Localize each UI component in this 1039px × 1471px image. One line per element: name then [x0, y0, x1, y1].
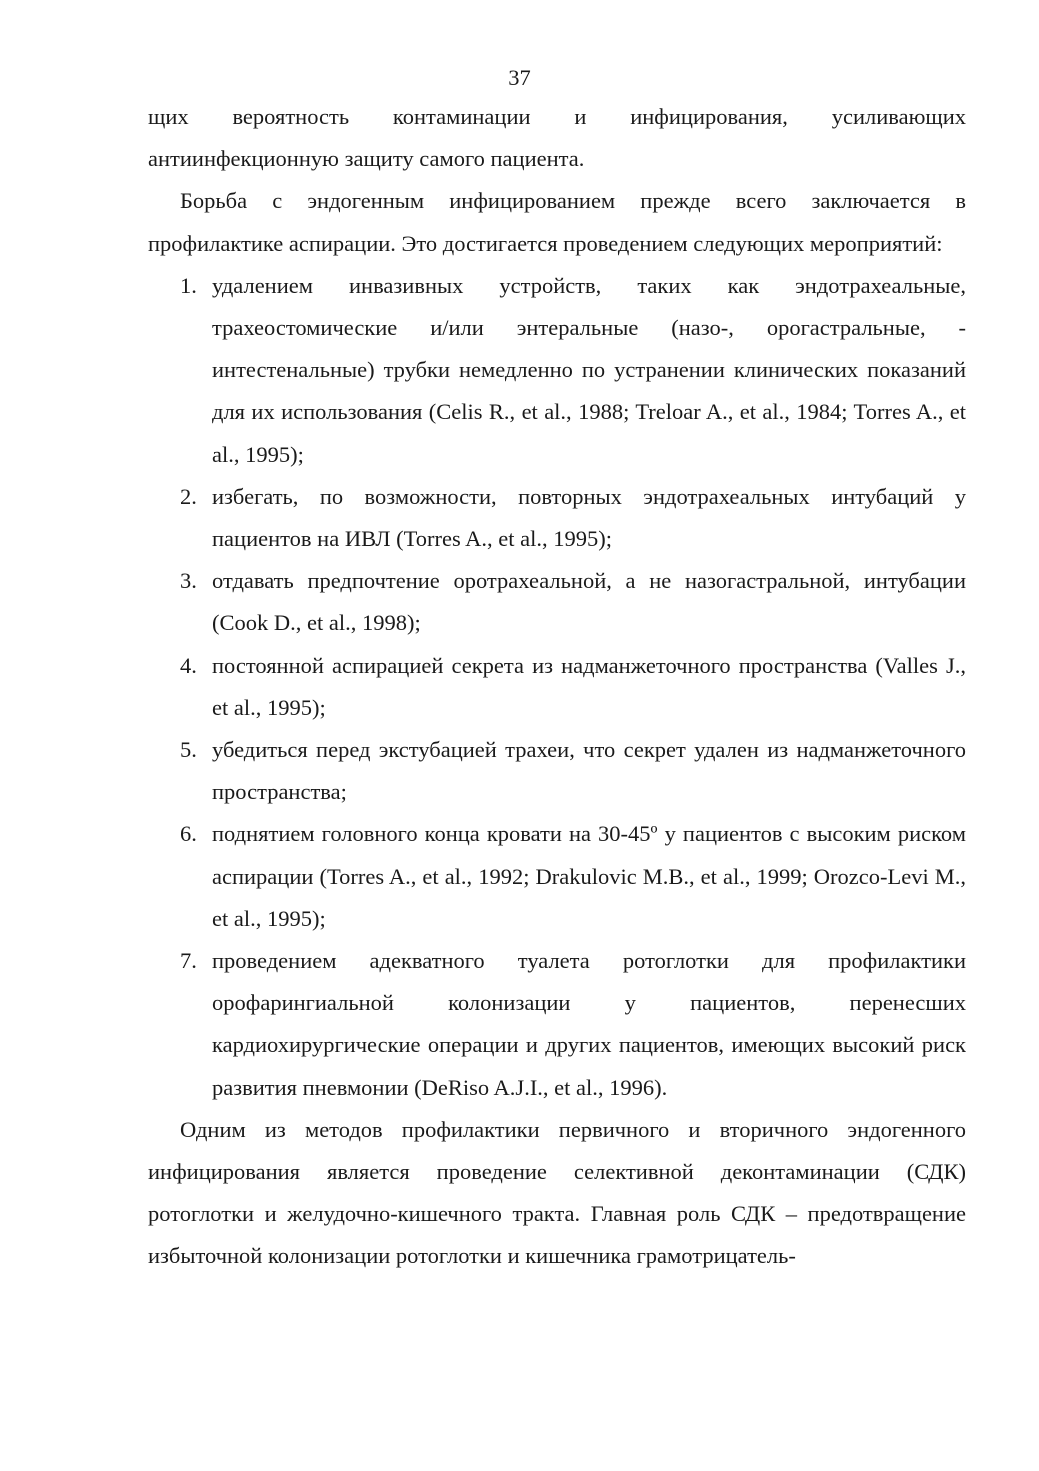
- list-item-number: 7.: [180, 948, 197, 974]
- list-item: [148, 560, 966, 644]
- paragraph-continuation: щих вероятность контаминации и инфицирования, усиливающих антиинфекционную защиту самого пациента.: [148, 104, 966, 172]
- list-item-number: 6.: [180, 821, 197, 847]
- list-item: [148, 813, 966, 940]
- list-item-text: избегать, по возможности, повторных эндотрахеальных интубаций у пациентов на ИВЛ (Torres A., et al., 1995);: [212, 483, 966, 552]
- body-text: [148, 96, 966, 1278]
- measures-list: [148, 265, 966, 1109]
- list-item: [148, 940, 966, 1109]
- list-item: [148, 476, 966, 560]
- list-item: [148, 729, 966, 813]
- list-item-text: поднятием головного конца кровати на 30-45º у пациентов с высоким риском аспирации (Torres A., et al., 1992; Drakulovic M.B., et al., 1999; Orozco-Levi M., et al., 1995);: [212, 821, 966, 931]
- list-item-text: постоянной аспирацией секрета из надманжеточного пространства (Valles J., et al., 1995);: [212, 652, 966, 720]
- list-item: [148, 645, 966, 729]
- list-item-number: 2.: [180, 483, 197, 509]
- list-item: [148, 265, 966, 476]
- paragraph-sdk: Одним из методов профилактики первичного и вторичного эндогенного инфицирования является проведение селективной деконтаминации (СДК) ротоглотки и желудочно-кишечного тракта. Главная роль СДК – предотвращение избыточной колонизации ротоглотки и кишечника грамотрицатель-: [148, 1116, 966, 1269]
- page-number: 37: [508, 65, 531, 90]
- list-item-text: проведением адекватного туалета ротоглотки для профилактики орофарингиальной колонизации у пациентов, перенесших кардиохирургические операции и других пациентов, имеющих высокий риск развития пневмонии (DeRiso A.J.I., et al., 1996).: [212, 948, 966, 1100]
- paragraph-aspiration-prevention: Борьба с эндогенным инфицированием прежде всего заключается в профилактике аспирации. Это достигается проведением следующих мероприятий:: [148, 188, 966, 256]
- list-item-number: 4.: [180, 652, 197, 678]
- list-item-text: отдавать предпочтение оротрахеальной, а не назогастральной, интубации (Cook D., et al., 1998);: [212, 568, 966, 636]
- list-item-number: 5.: [180, 737, 197, 763]
- list-item-number: 3.: [180, 568, 197, 594]
- list-item-number: 1.: [180, 272, 197, 298]
- list-item-text: удалением инвазивных устройств, таких как эндотрахеальные, трахеостомические и/или энтеральные (назо-, орогастральные, - интестенальные) трубки немедленно по устранении клинических показаний для их использования (Celis R., et al., 1988; Treloar A., et al., 1984; Torres A., et al., 1995);: [212, 272, 966, 467]
- list-item-text: убедиться перед экстубацией трахеи, что секрет удален из надманжеточного пространства;: [212, 737, 966, 805]
